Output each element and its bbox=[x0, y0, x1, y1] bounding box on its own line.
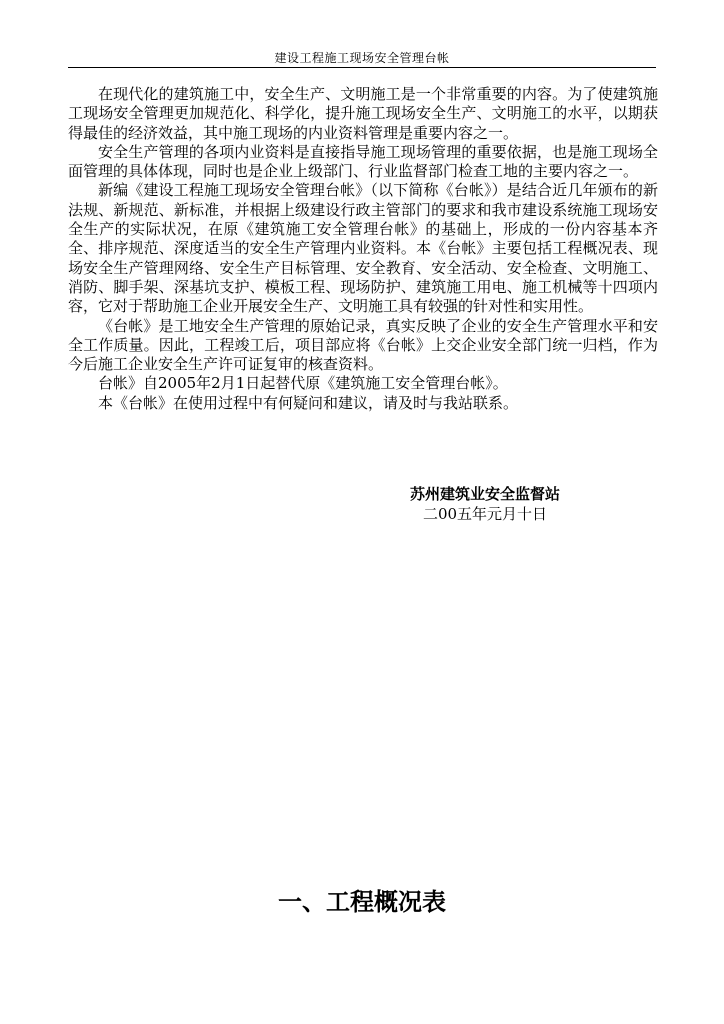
paragraph: 安全生产管理的各项内业资料是直接指导施工现场管理的重要依据，也是施工现场全面管理的具体体现，同时也是企业上级部门、行业监督部门检查工地的主要内容之一。 bbox=[68, 142, 658, 181]
paragraph: 新编《建设工程施工现场安全管理台帐》（以下简称《台帐》）是结合近几年颁布的新法规、新规范、新标准，并根据上级建设行政主管部门的要求和我市建设系统施工现场安全生产的实际状况，在原《建筑施工安全管理台帐》的基础上，形成的一份内容基本齐全、排序规范、深度适当的安全生产管理内业资料。本《台帐》主要包括工程概况表、现场安全生产管理网络、安全生产目标管理、安全教育、安全活动、安全检查、文明施工、消防、脚手架、深基坑支护、模板工程、现场防护、建筑施工用电、施工机械等十四项内容，它对于帮助施工企业开展安全生产、文明施工具有较强的针对性和实用性。 bbox=[68, 181, 658, 316]
intro-body bbox=[68, 85, 658, 413]
page-header-title: 建设工程施工现场安全管理台帐 bbox=[274, 51, 450, 65]
signature-date: 二00五年元月十日 bbox=[422, 505, 548, 523]
paragraph: 《台帐》是工地安全生产管理的原始记录，真实反映了企业的安全生产管理水平和安全工作质量。因此，工程竣工后，项目部应将《台帐》上交企业安全部门统一归档，作为今后施工企业安全生产许可证复审的核查资料。 bbox=[68, 316, 658, 374]
paragraph: 本《台帐》在使用过程中有何疑问和建议，请及时与我站联系。 bbox=[98, 393, 519, 412]
signature-organization: 苏州建筑业安全监督站 bbox=[409, 485, 560, 503]
signature-block bbox=[380, 484, 590, 524]
section-heading: 一、工程概况表 bbox=[278, 888, 446, 916]
paragraph: 台帐》自2005年2月1日起替代原《建筑施工安全管理台帐》。 bbox=[98, 374, 508, 393]
paragraph: 在现代化的建筑施工中，安全生产、文明施工是一个非常重要的内容。为了使建筑施工现场安全管理更加规范化、科学化，提升施工现场安全生产、文明施工的水平，以期获得最佳的经济效益，其中施工现场的内业资料管理是重要内容之一。 bbox=[68, 85, 658, 142]
header-divider bbox=[68, 67, 656, 68]
